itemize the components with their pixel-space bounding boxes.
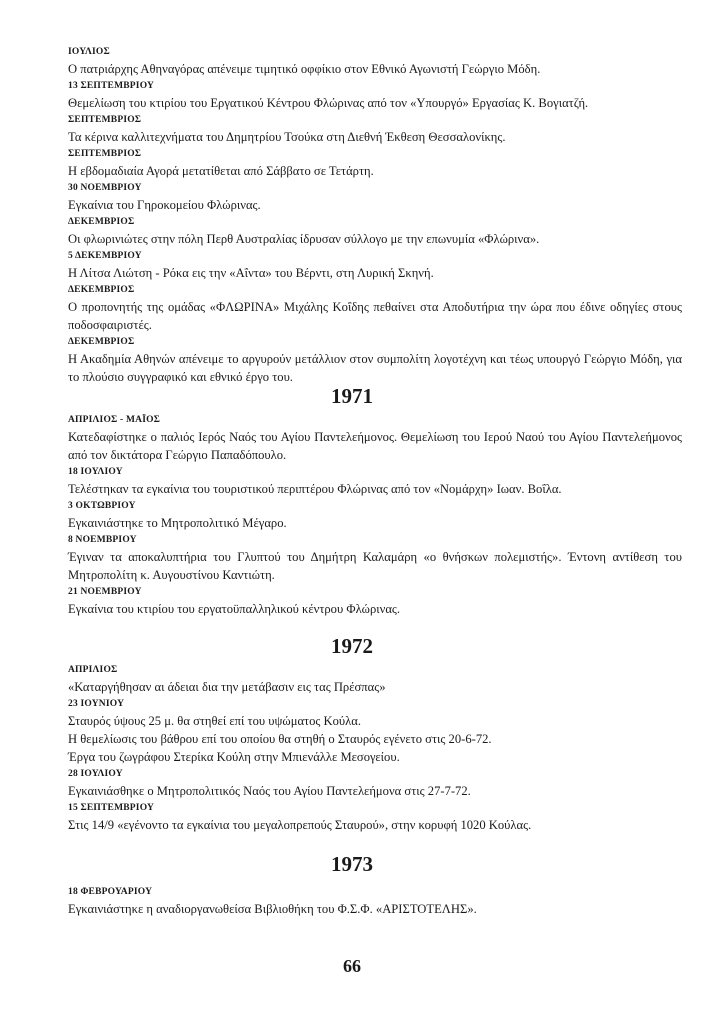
entry-text: Η θεμελίωσις του βάθρου επί του οποίου θα στηθή ο Σταυρός εγένετο στις 20-6-72. bbox=[68, 732, 492, 746]
entry-text: Η Λίτσα Λιώτση - Ρόκα εις την «Αΐντα» του Βέρντι, στη Λυρική Σκηνή. bbox=[68, 266, 434, 280]
section-1971 bbox=[68, 412, 682, 618]
entry-date: 15 ΣΕΠΤΕΜΒΡΙΟΥ bbox=[68, 803, 155, 813]
chronology-entry bbox=[68, 584, 682, 618]
chronology-entry bbox=[68, 248, 682, 282]
entry-date: ΔΕΚΕΜΒΡΙΟΣ bbox=[68, 285, 135, 295]
chronology-entry bbox=[68, 44, 682, 78]
entry-date: 23 ΙΟΥΝΙΟΥ bbox=[68, 699, 125, 709]
entry-text: Στις 14/9 «εγένοντο τα εγκαίνια του μεγαλοπρεπούς Σταυρού», στην κορυφή 1020 Κούλας. bbox=[68, 818, 532, 832]
year-heading-1972: 1972 bbox=[331, 634, 373, 658]
entry-text: Εγκαινιάστηκε η αναδιοργανωθείσα Βιβλιοθήκη του Φ.Σ.Φ. «ΑΡΙΣΤΟΤΕΛΗΣ». bbox=[68, 902, 477, 916]
entry-text: Τα κέρινα καλλιτεχνήματα του Δημητρίου Τσούκα στη Διεθνή Έκθεση Θεσσαλονίκης. bbox=[68, 130, 506, 144]
chronology-entry bbox=[68, 464, 682, 498]
page-number: 66 bbox=[343, 956, 361, 976]
entry-text: Έγιναν τα αποκαλυπτήρια του Γλυπτού του Δημήτρη Καλαμάρη «ο θνήσκων πολεμιστής». Έντονη αντίθεση του Μητροπολίτη κ. Αυγουστίνου Καντιώτη. bbox=[68, 550, 682, 582]
entry-text: Εγκαίνια του Γηροκομείου Φλώρινας. bbox=[68, 198, 261, 212]
chronology-entry bbox=[68, 112, 682, 146]
chronology-entry bbox=[68, 412, 682, 464]
entry-text: «Καταργήθησαν αι άδειαι δια την μετάβασιν εις τας Πρέσπας» bbox=[68, 680, 386, 694]
chronology-entry bbox=[68, 696, 682, 730]
entry-text: Κατεδαφίστηκε ο παλιός Ιερός Ναός του Αγίου Παντελεήμονος. Θεμελίωση του Ιερού Ναού του Αγίου Παντελεήμονος από τον δικτάτορα Γεώργιο Παπαδόπουλο. bbox=[68, 430, 682, 462]
entry-date: ΔΕΚΕΜΒΡΙΟΣ bbox=[68, 337, 135, 347]
chronology-entry bbox=[68, 766, 682, 800]
entry-text: Εγκαινιάστηκε το Μητροπολιτικό Μέγαρο. bbox=[68, 516, 287, 530]
entry-date: ΣΕΠΤΕΜΒΡΙΟΣ bbox=[68, 149, 142, 159]
chronology-entry bbox=[68, 800, 682, 834]
year-heading-1973: 1973 bbox=[331, 852, 373, 876]
chronology-entry bbox=[68, 748, 682, 766]
entry-date: 5 ΔΕΚΕΜΒΡΙΟΥ bbox=[68, 251, 142, 261]
chronology-entry bbox=[68, 662, 682, 696]
entry-date: ΑΠΡΙΛΙΟΣ bbox=[68, 665, 118, 675]
entry-date: 18 ΦΕΒΡΟΥΑΡΙΟΥ bbox=[68, 887, 153, 897]
entry-date: 30 ΝΟΕΜΒΡΙΟΥ bbox=[68, 183, 142, 193]
entry-date: ΔΕΚΕΜΒΡΙΟΣ bbox=[68, 217, 135, 227]
section-1972 bbox=[68, 662, 682, 834]
section-1973 bbox=[68, 884, 682, 918]
entry-date: 13 ΣΕΠΤΕΜΒΡΙΟΥ bbox=[68, 81, 155, 91]
entry-date: ΣΕΠΤΕΜΒΡΙΟΣ bbox=[68, 115, 142, 125]
chronology-entry bbox=[68, 282, 682, 334]
entry-text: Σταυρός ύψους 25 μ. θα στηθεί επί του υψώματος Κούλα. bbox=[68, 714, 362, 728]
year-heading-1971: 1971 bbox=[331, 384, 373, 408]
entry-text: Έργα του ζωγράφου Στερίκα Κούλη στην Μπιενάλλε Μεσογείου. bbox=[68, 750, 400, 764]
entry-date: 18 ΙΟΥΛΙΟΥ bbox=[68, 467, 123, 477]
entry-text: Τελέστηκαν τα εγκαίνια του τουριστικού περιπτέρου Φλώρινας από τον «Νομάρχη» Ιωαν. Βοΐλα. bbox=[68, 482, 562, 496]
entry-date: 21 ΝΟΕΜΒΡΙΟΥ bbox=[68, 587, 142, 597]
entry-text: Εγκαίνια του κτιρίου του εργατοϋπαλληλικού κέντρου Φλώρινας. bbox=[68, 602, 401, 616]
entry-text: Εγκαινιάσθηκε ο Μητροπολιτικός Ναός του Αγίου Παντελεήμονα στις 27-7-72. bbox=[68, 784, 471, 798]
entry-text: Θεμελίωση του κτιρίου του Εργατικού Κέντρου Φλώρινας από τον «Υπουργό» Εργασίας Κ. Βογιατζή. bbox=[68, 96, 589, 110]
entry-text: Η Ακαδημία Αθηνών απένειμε το αργυρούν μετάλλιον στον συμπολίτη λογοτέχνη και τέως υπουργό Γεώργιο Μόδη, για το πλούσιο συγγραφικό και εθνικό έργο του. bbox=[68, 352, 682, 384]
entry-date: ΑΠΡΙΛΙΟΣ - ΜΑΪΟΣ bbox=[68, 415, 161, 425]
entry-date: 3 ΟΚΤΩΒΡΙΟΥ bbox=[68, 501, 136, 511]
chronology-entry bbox=[68, 532, 682, 584]
chronology-entry bbox=[68, 146, 682, 180]
chronology-entry bbox=[68, 78, 682, 112]
chronology-entry bbox=[68, 884, 682, 918]
section-1970 bbox=[68, 44, 682, 386]
entry-text: Η εβδομαδιαία Αγορά μετατίθεται από Σάββατο σε Τετάρτη. bbox=[68, 164, 374, 178]
entry-date: ΙΟΥΛΙΟΣ bbox=[68, 47, 110, 57]
chronology-entry bbox=[68, 214, 682, 248]
chronology-entry bbox=[68, 498, 682, 532]
entry-text: Οι φλωρινιώτες στην πόλη Περθ Αυστραλίας ίδρυσαν σύλλογο με την επωνυμία «Φλώρινα». bbox=[68, 232, 540, 246]
entry-date: 28 ΙΟΥΛΙΟΥ bbox=[68, 769, 123, 779]
chronology-entry bbox=[68, 730, 682, 748]
entry-text: Ο πατριάρχης Αθηναγόρας απένειμε τιμητικό οφφίκιο στον Εθνικό Αγωνιστή Γεώργιο Μόδη. bbox=[68, 62, 541, 76]
chronology-entry bbox=[68, 180, 682, 214]
entry-date: 8 ΝΟΕΜΒΡΙΟΥ bbox=[68, 535, 137, 545]
chronology-entry bbox=[68, 334, 682, 386]
entry-text: Ο προπονητής της ομάδας «ΦΛΩΡΙΝΑ» Μιχάλης Κοΐδης πεθαίνει στα Αποδυτήρια την ώρα που έδινε οδηγίες στους ποδοσφαιριστές. bbox=[68, 300, 682, 332]
